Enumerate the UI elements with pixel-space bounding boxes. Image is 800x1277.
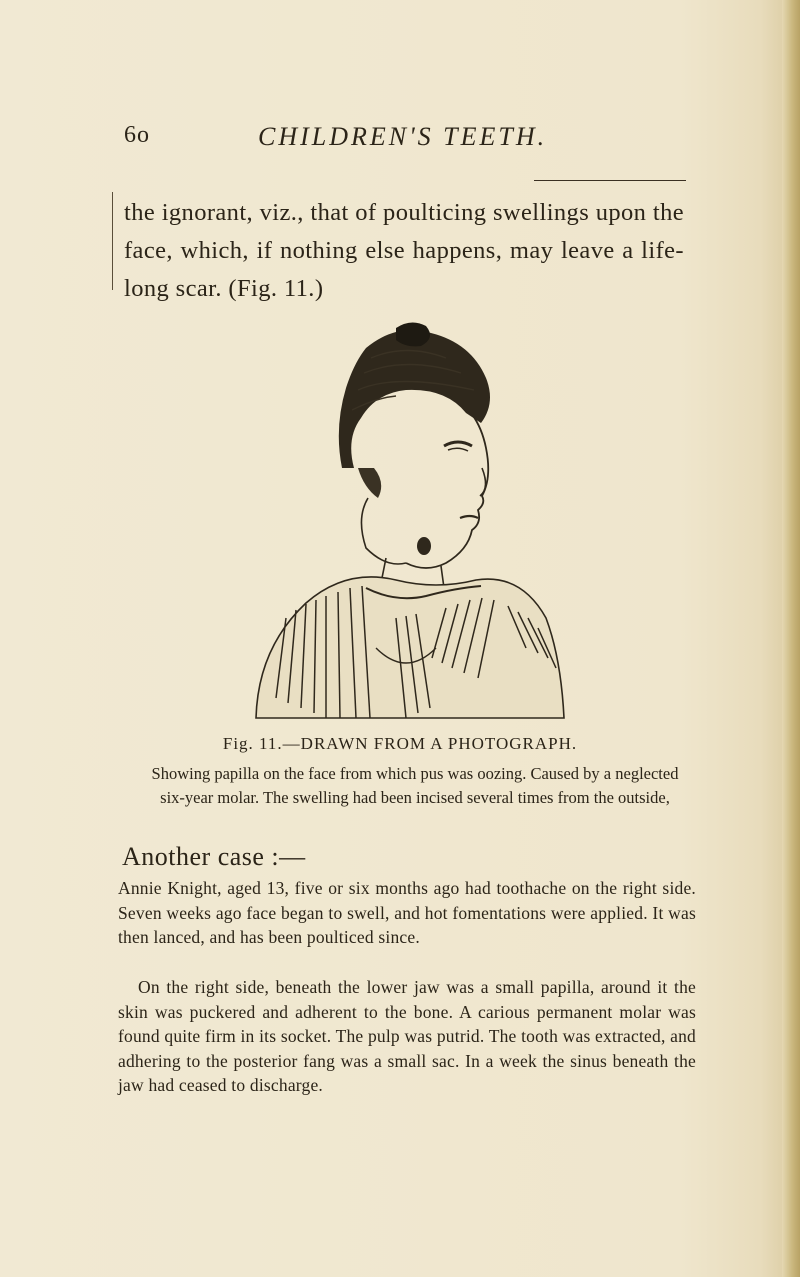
paragraph-case-history: Annie Knight, aged 13, five or six months ago had toothache on the right side. Seven weeks ago face began to swell, and hot fomentations were applied. It was then lanced, and has been poulticed since. <box>118 878 696 947</box>
figure-caption: Showing papilla on the face from which pus was oozing. Caused by a neglected six-year molar. The swelling had been incised several times from the outside, <box>151 764 679 807</box>
figure-title: Fig. 11.—DRAWN FROM A PHOTOGRAPH. <box>222 734 578 753</box>
page-edge <box>782 0 800 1277</box>
engraved-portrait-illustration <box>246 318 576 728</box>
header-rule <box>534 180 686 181</box>
paragraph-intro: the ignorant, viz., that of poulticing swellings upon the face, which, if nothing else happens, may leave a life-long scar. (Fig. 11.) <box>124 199 684 302</box>
figure-illustration <box>246 318 576 728</box>
margin-pencil-mark <box>112 192 113 290</box>
section-subheading: Another case :— <box>122 842 306 871</box>
paragraph-case-findings: On the right side, beneath the lower jaw was a small papilla, around it the skin was puckered and adherent to the bone. A carious permanent molar was found quite firm in its socket. The pulp was putrid. The tooth was extracted, and adhering to the posterior fang was a small sac. In a week the sinus beneath the jaw had ceased to discharge. <box>118 977 696 1095</box>
page-number: 6o <box>124 122 150 148</box>
page-header <box>0 122 800 156</box>
running-title: CHILDREN'S TEETH. <box>258 122 548 151</box>
